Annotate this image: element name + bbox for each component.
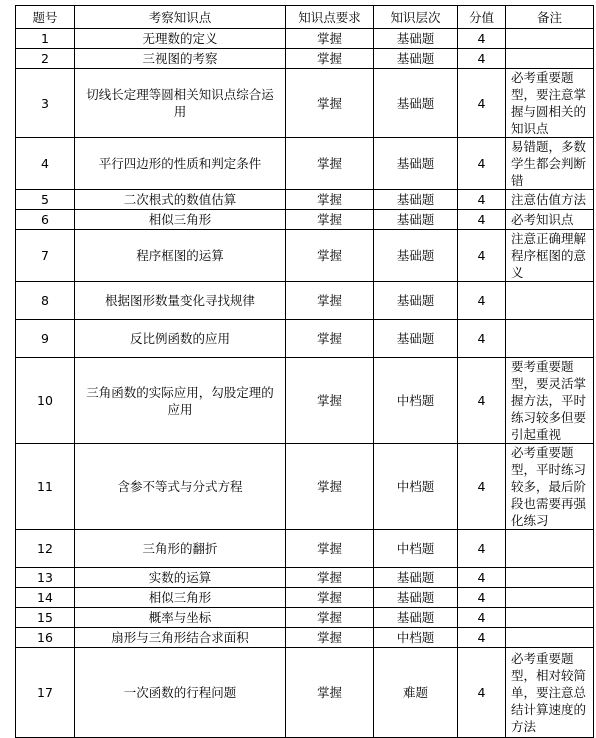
table-row bbox=[16, 588, 594, 608]
cell-topic: 概率与坐标 bbox=[75, 608, 286, 628]
cell-requirement: 掌握 bbox=[286, 608, 374, 628]
cell-note bbox=[506, 628, 594, 648]
cell-score: 4 bbox=[458, 608, 506, 628]
cell-no: 3 bbox=[16, 69, 75, 138]
cell-note: 易错题，多数学生都会判断错 bbox=[506, 138, 594, 190]
table-row bbox=[16, 230, 594, 282]
cell-no: 14 bbox=[16, 588, 75, 608]
cell-no: 10 bbox=[16, 358, 75, 444]
cell-score: 4 bbox=[458, 282, 506, 320]
cell-score: 4 bbox=[458, 588, 506, 608]
cell-no: 1 bbox=[16, 29, 75, 49]
cell-no: 12 bbox=[16, 530, 75, 568]
cell-topic: 反比例函数的应用 bbox=[75, 320, 286, 358]
cell-note: 必考重要题型，相对较简单，要注意总结计算速度的方法 bbox=[506, 648, 594, 738]
cell-topic: 扇形与三角形结合求面积 bbox=[75, 628, 286, 648]
cell-level: 基础题 bbox=[374, 69, 458, 138]
cell-level: 基础题 bbox=[374, 210, 458, 230]
table-row bbox=[16, 444, 594, 530]
cell-level: 难题 bbox=[374, 648, 458, 738]
cell-score: 4 bbox=[458, 190, 506, 210]
cell-level: 基础题 bbox=[374, 29, 458, 49]
cell-topic: 一次函数的行程问题 bbox=[75, 648, 286, 738]
table-row bbox=[16, 69, 594, 138]
cell-topic: 程序框图的运算 bbox=[75, 230, 286, 282]
cell-note bbox=[506, 49, 594, 69]
cell-no: 15 bbox=[16, 608, 75, 628]
cell-level: 基础题 bbox=[374, 568, 458, 588]
cell-requirement: 掌握 bbox=[286, 358, 374, 444]
cell-score: 4 bbox=[458, 29, 506, 49]
cell-requirement: 掌握 bbox=[286, 230, 374, 282]
cell-no: 16 bbox=[16, 628, 75, 648]
table-row bbox=[16, 628, 594, 648]
cell-requirement: 掌握 bbox=[286, 588, 374, 608]
cell-score: 4 bbox=[458, 530, 506, 568]
cell-note bbox=[506, 530, 594, 568]
cell-topic: 三视图的考察 bbox=[75, 49, 286, 69]
cell-level: 中档题 bbox=[374, 530, 458, 568]
cell-score: 4 bbox=[458, 49, 506, 69]
exam-analysis-table bbox=[15, 5, 594, 738]
cell-note: 要考重要题型，要灵活掌握方法，平时练习较多但要引起重视 bbox=[506, 358, 594, 444]
cell-level: 中档题 bbox=[374, 358, 458, 444]
header-requirement: 知识点要求 bbox=[286, 6, 374, 29]
cell-requirement: 掌握 bbox=[286, 530, 374, 568]
cell-topic: 无理数的定义 bbox=[75, 29, 286, 49]
table-row bbox=[16, 190, 594, 210]
cell-score: 4 bbox=[458, 628, 506, 648]
cell-requirement: 掌握 bbox=[286, 628, 374, 648]
cell-requirement: 掌握 bbox=[286, 49, 374, 69]
table-row bbox=[16, 49, 594, 69]
header-score: 分值 bbox=[458, 6, 506, 29]
cell-level: 基础题 bbox=[374, 49, 458, 69]
cell-no: 5 bbox=[16, 190, 75, 210]
cell-note bbox=[506, 320, 594, 358]
table-row bbox=[16, 320, 594, 358]
cell-level: 基础题 bbox=[374, 588, 458, 608]
table-row bbox=[16, 568, 594, 588]
cell-level: 中档题 bbox=[374, 444, 458, 530]
cell-requirement: 掌握 bbox=[286, 320, 374, 358]
cell-note bbox=[506, 29, 594, 49]
cell-topic: 二次根式的数值估算 bbox=[75, 190, 286, 210]
cell-topic: 根据图形数量变化寻找规律 bbox=[75, 282, 286, 320]
cell-no: 4 bbox=[16, 138, 75, 190]
cell-level: 中档题 bbox=[374, 628, 458, 648]
cell-topic: 切线长定理等圆相关知识点综合运用 bbox=[75, 69, 286, 138]
header-note: 备注 bbox=[506, 6, 594, 29]
header-level: 知识层次 bbox=[374, 6, 458, 29]
cell-topic: 三角函数的实际应用，勾股定理的应用 bbox=[75, 358, 286, 444]
cell-score: 4 bbox=[458, 69, 506, 138]
cell-requirement: 掌握 bbox=[286, 29, 374, 49]
cell-no: 6 bbox=[16, 210, 75, 230]
cell-level: 基础题 bbox=[374, 230, 458, 282]
cell-level: 基础题 bbox=[374, 282, 458, 320]
cell-requirement: 掌握 bbox=[286, 69, 374, 138]
cell-note: 必考重要题型，平时练习较多，最后阶段也需要再强化练习 bbox=[506, 444, 594, 530]
cell-topic: 实数的运算 bbox=[75, 568, 286, 588]
cell-note: 注意估值方法 bbox=[506, 190, 594, 210]
cell-topic: 三角形的翻折 bbox=[75, 530, 286, 568]
cell-score: 4 bbox=[458, 138, 506, 190]
header-row bbox=[16, 6, 594, 29]
header-topic: 考察知识点 bbox=[75, 6, 286, 29]
cell-note bbox=[506, 588, 594, 608]
cell-score: 4 bbox=[458, 320, 506, 358]
cell-requirement: 掌握 bbox=[286, 282, 374, 320]
cell-note bbox=[506, 608, 594, 628]
cell-topic: 相似三角形 bbox=[75, 210, 286, 230]
cell-topic: 含参不等式与分式方程 bbox=[75, 444, 286, 530]
cell-note bbox=[506, 568, 594, 588]
cell-score: 4 bbox=[458, 568, 506, 588]
cell-level: 基础题 bbox=[374, 608, 458, 628]
cell-requirement: 掌握 bbox=[286, 568, 374, 588]
cell-no: 11 bbox=[16, 444, 75, 530]
cell-no: 7 bbox=[16, 230, 75, 282]
cell-no: 8 bbox=[16, 282, 75, 320]
cell-requirement: 掌握 bbox=[286, 190, 374, 210]
table-row bbox=[16, 648, 594, 738]
cell-level: 基础题 bbox=[374, 138, 458, 190]
cell-score: 4 bbox=[458, 230, 506, 282]
table-row bbox=[16, 608, 594, 628]
cell-note: 必考知识点 bbox=[506, 210, 594, 230]
table-row bbox=[16, 210, 594, 230]
cell-topic: 平行四边形的性质和判定条件 bbox=[75, 138, 286, 190]
cell-requirement: 掌握 bbox=[286, 648, 374, 738]
header-no: 题号 bbox=[16, 6, 75, 29]
cell-level: 基础题 bbox=[374, 190, 458, 210]
table-row bbox=[16, 29, 594, 49]
cell-note: 注意正确理解程序框图的意义 bbox=[506, 230, 594, 282]
cell-no: 2 bbox=[16, 49, 75, 69]
cell-requirement: 掌握 bbox=[286, 444, 374, 530]
cell-score: 4 bbox=[458, 210, 506, 230]
cell-note: 必考重要题型，要注意掌握与圆相关的知识点 bbox=[506, 69, 594, 138]
cell-topic: 相似三角形 bbox=[75, 588, 286, 608]
cell-score: 4 bbox=[458, 358, 506, 444]
cell-note bbox=[506, 282, 594, 320]
cell-level: 基础题 bbox=[374, 320, 458, 358]
cell-score: 4 bbox=[458, 648, 506, 738]
cell-no: 17 bbox=[16, 648, 75, 738]
table-row bbox=[16, 138, 594, 190]
cell-requirement: 掌握 bbox=[286, 138, 374, 190]
table-row bbox=[16, 282, 594, 320]
cell-requirement: 掌握 bbox=[286, 210, 374, 230]
cell-no: 9 bbox=[16, 320, 75, 358]
table-body bbox=[16, 29, 594, 738]
cell-no: 13 bbox=[16, 568, 75, 588]
cell-score: 4 bbox=[458, 444, 506, 530]
table-row bbox=[16, 530, 594, 568]
table-row bbox=[16, 358, 594, 444]
